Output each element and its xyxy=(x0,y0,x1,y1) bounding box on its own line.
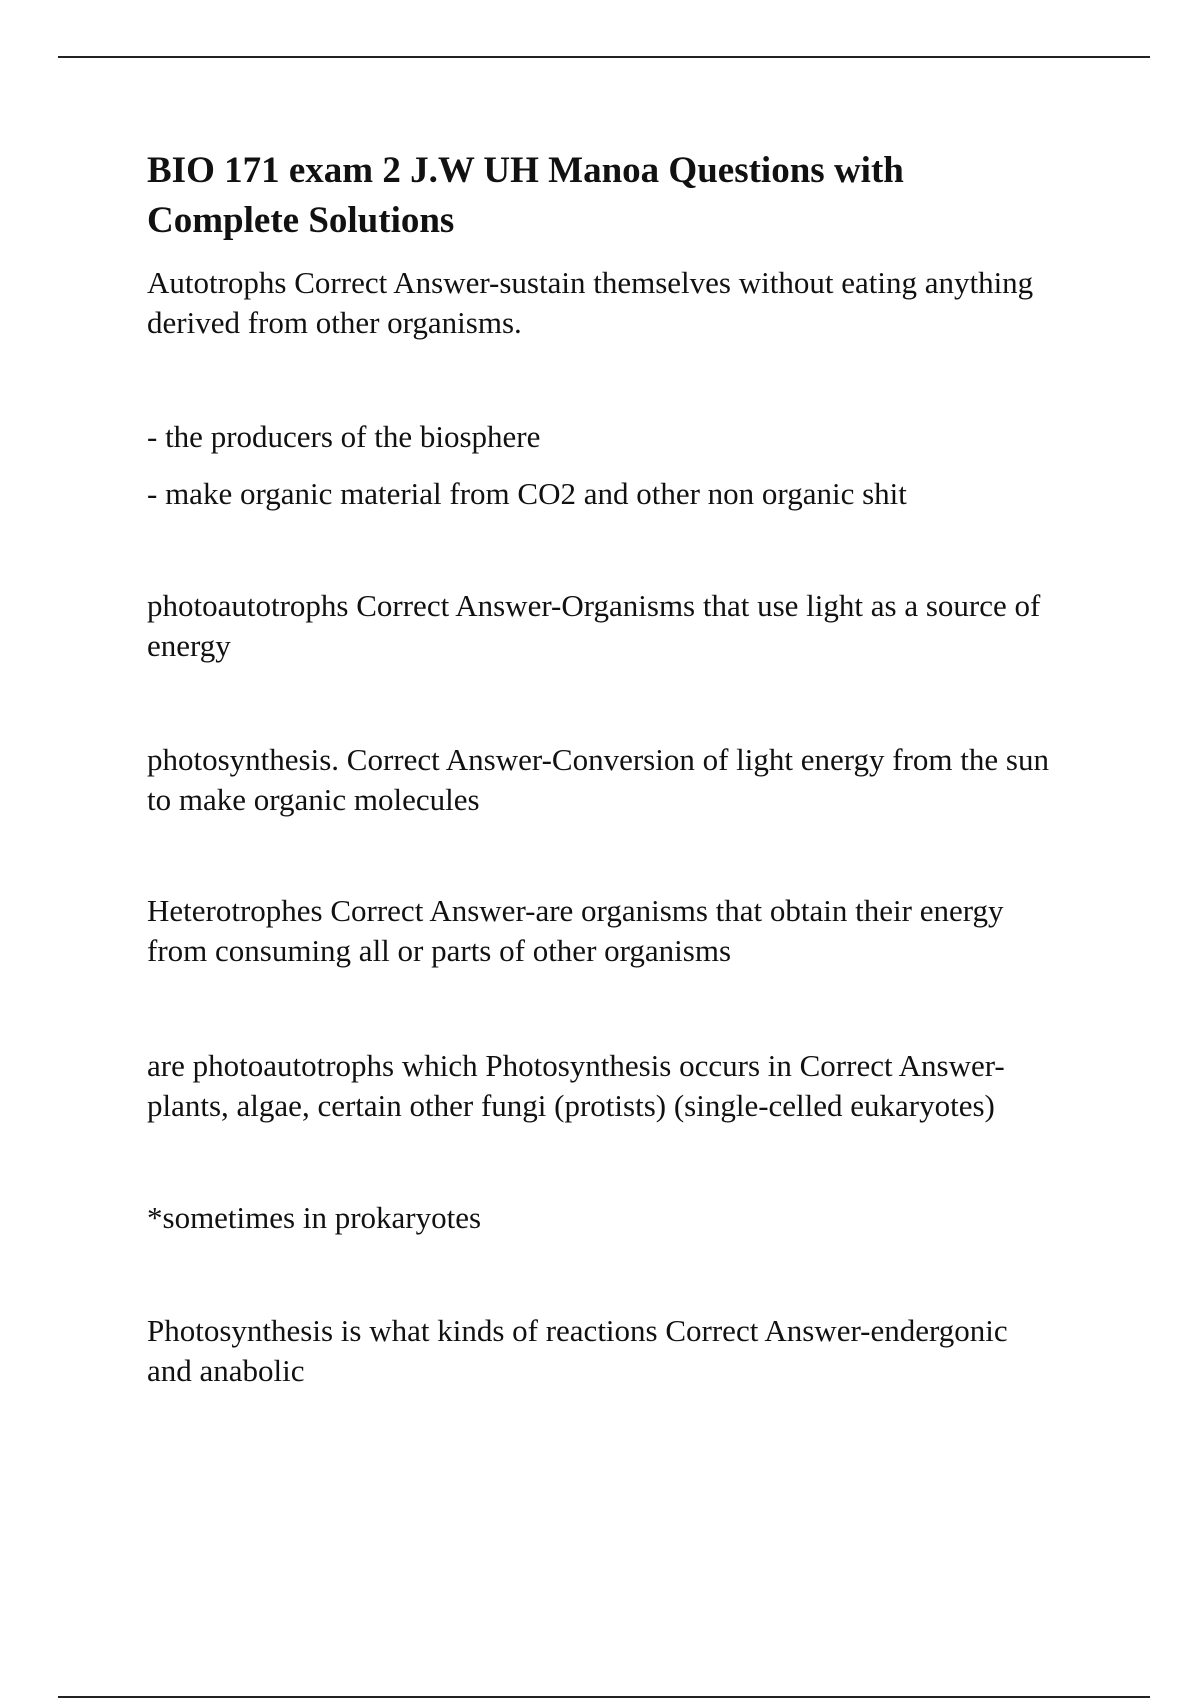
text-line: photosynthesis. Correct Answer-Conversion of light energy from the sun xyxy=(147,742,1049,777)
text-line: from consuming all or parts of other organisms xyxy=(147,933,732,968)
note-organic-material xyxy=(147,474,907,514)
text-line: - make organic material from CO2 and other non organic shit xyxy=(147,476,907,511)
qa-reaction-types xyxy=(147,1311,1008,1391)
qa-autotrophs xyxy=(147,263,1033,343)
note-producers xyxy=(147,417,540,457)
text-line: are photoautotrophs which Photosynthesis occurs in Correct Answer- xyxy=(147,1048,1005,1083)
text-line: energy xyxy=(147,628,231,663)
text-line: Heterotrophes Correct Answer-are organisms that obtain their energy xyxy=(147,893,1004,928)
text-line: Photosynthesis is what kinds of reactions Correct Answer-endergonic xyxy=(147,1313,1008,1348)
qa-photoautotroph-organisms xyxy=(147,1046,1005,1126)
text-line: *sometimes in prokaryotes xyxy=(147,1200,482,1235)
top-rule xyxy=(58,56,1150,58)
text-line: and anabolic xyxy=(147,1353,305,1388)
bottom-rule xyxy=(58,1696,1150,1698)
title-line: Complete Solutions xyxy=(147,200,455,241)
qa-photosynthesis xyxy=(147,740,1049,820)
title-line: BIO 171 exam 2 J.W UH Manoa Questions with xyxy=(147,150,904,191)
text-line: to make organic molecules xyxy=(147,782,480,817)
qa-photoautotrophs xyxy=(147,586,1040,666)
text-line: photoautotrophs Correct Answer-Organisms that use light as a source of xyxy=(147,588,1041,623)
page-title xyxy=(147,146,904,246)
text-line: - the producers of the biosphere xyxy=(147,419,541,454)
qa-heterotrophes xyxy=(147,891,1004,971)
note-prokaryotes xyxy=(147,1198,481,1238)
text-line: derived from other organisms. xyxy=(147,305,522,340)
text-line: Autotrophs Correct Answer-sustain themselves without eating anything xyxy=(147,265,1034,300)
text-line: plants, algae, certain other fungi (protists) (single-celled eukaryotes) xyxy=(147,1088,995,1123)
